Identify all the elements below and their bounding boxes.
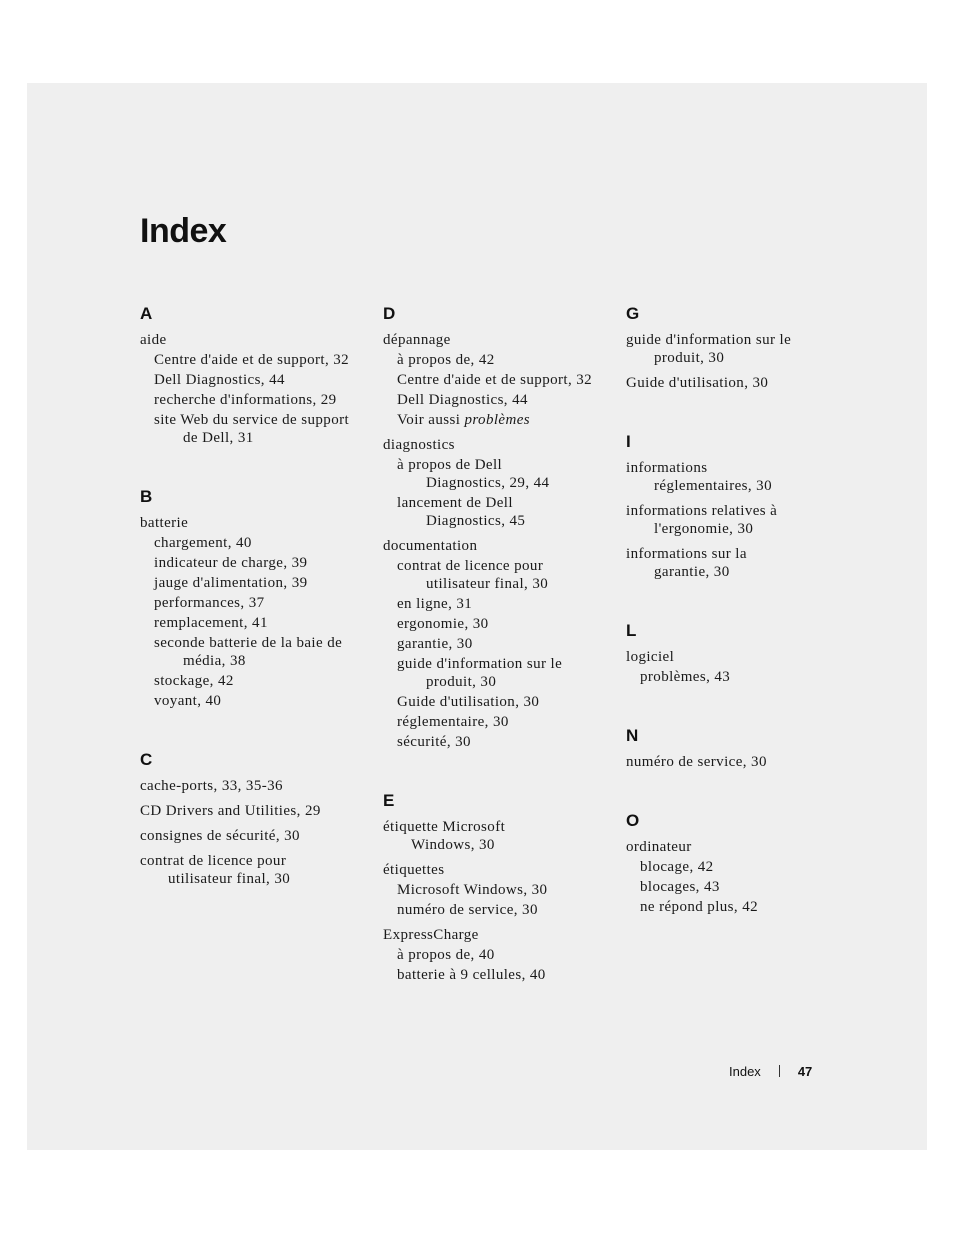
index-entry bbox=[383, 861, 615, 920]
index-entry bbox=[626, 459, 826, 496]
footer-divider bbox=[779, 1065, 780, 1077]
index-term: CD Drivers and Utilities, 29 bbox=[140, 803, 321, 819]
index-section bbox=[626, 725, 826, 772]
subentry-text: site Web du service de support bbox=[154, 412, 350, 428]
subentry-text: seconde batterie de la baie de bbox=[154, 635, 343, 651]
index-section bbox=[140, 749, 372, 889]
index-subentry bbox=[383, 456, 615, 475]
subentry-text: numéro de service, 30 bbox=[397, 902, 538, 918]
index-section bbox=[383, 790, 615, 985]
index-subentry bbox=[626, 898, 826, 917]
index-section bbox=[383, 303, 615, 752]
index-entry bbox=[383, 331, 615, 430]
index-entry bbox=[140, 331, 372, 448]
page-title: Index bbox=[140, 212, 227, 250]
subentry-text: réglementaire, 30 bbox=[397, 714, 509, 730]
index-entry bbox=[140, 514, 372, 711]
subentry-text: recherche d'informations, 29 bbox=[154, 392, 337, 408]
index-entry bbox=[626, 545, 826, 582]
index-subentry bbox=[383, 693, 615, 712]
index-term: ExpressCharge bbox=[383, 927, 479, 943]
footer-label: Index bbox=[729, 1063, 761, 1079]
section-letter: I bbox=[626, 432, 631, 451]
section-letter: C bbox=[140, 750, 153, 769]
subentry-italic: problèmes bbox=[464, 412, 531, 428]
subentry-text: indicateur de charge, 39 bbox=[154, 555, 308, 571]
subentry-text: guide d'information sur le bbox=[397, 656, 563, 672]
index-term-continuation: réglementaires, 30 bbox=[654, 478, 772, 494]
subentry-text: Voir aussi bbox=[397, 412, 465, 428]
index-entry bbox=[626, 648, 826, 687]
index-term: consignes de sécurité, 30 bbox=[140, 828, 300, 844]
index-term: Guide d'utilisation, 30 bbox=[626, 375, 769, 391]
index-subentry bbox=[626, 858, 826, 877]
index-section bbox=[140, 486, 372, 711]
index-subentry bbox=[383, 966, 615, 985]
index-subentry bbox=[626, 878, 826, 897]
index-entry bbox=[383, 818, 615, 855]
index-term-continuation: utilisateur final, 30 bbox=[168, 871, 291, 887]
section-letter: E bbox=[383, 791, 395, 810]
subentry-text: stockage, 42 bbox=[154, 673, 234, 689]
index-subentry bbox=[383, 351, 615, 370]
index-column-2 bbox=[383, 303, 615, 1023]
subentry-text: garantie, 30 bbox=[397, 636, 473, 652]
index-column-3 bbox=[626, 303, 826, 955]
section-letter: N bbox=[626, 726, 639, 745]
subentry-text: Centre d'aide et de support, 32 bbox=[397, 372, 593, 388]
index-column-1 bbox=[140, 303, 372, 927]
index-entry bbox=[626, 374, 826, 393]
index-subentry bbox=[383, 655, 615, 674]
index-term: étiquettes bbox=[383, 862, 445, 878]
index-entry bbox=[626, 838, 826, 917]
subentry-continuation: média, 38 bbox=[183, 653, 246, 669]
subentry-continuation: Diagnostics, 29, 44 bbox=[426, 475, 550, 491]
index-term: dépannage bbox=[383, 332, 451, 348]
section-letter: A bbox=[140, 304, 153, 323]
subentry-text: batterie à 9 cellules, 40 bbox=[397, 967, 546, 983]
subentry-text: contrat de licence pour bbox=[397, 558, 544, 574]
index-subentry bbox=[383, 901, 615, 920]
section-letter: B bbox=[140, 487, 153, 506]
section-letter: O bbox=[626, 811, 640, 830]
index-entry bbox=[383, 537, 615, 752]
index-term: batterie bbox=[140, 515, 189, 531]
index-subentry bbox=[383, 411, 615, 430]
index-subentry bbox=[383, 713, 615, 732]
index-subentry bbox=[140, 534, 372, 553]
index-subentry bbox=[383, 371, 615, 390]
index-subentry bbox=[140, 614, 372, 633]
subentry-text: à propos de Dell bbox=[397, 457, 503, 473]
subentry-text: problèmes, 43 bbox=[640, 669, 731, 685]
subentry-text: Guide d'utilisation, 30 bbox=[397, 694, 540, 710]
index-subentry bbox=[140, 574, 372, 593]
index-subentry bbox=[140, 634, 372, 653]
index-term-continuation: produit, 30 bbox=[654, 350, 725, 366]
index-section bbox=[140, 303, 372, 448]
index-subentry bbox=[140, 554, 372, 573]
subentry-text: Dell Diagnostics, 44 bbox=[397, 392, 528, 408]
index-entry bbox=[140, 852, 372, 889]
index-section bbox=[626, 431, 826, 582]
subentry-continuation: de Dell, 31 bbox=[183, 430, 254, 446]
index-term: guide d'information sur le bbox=[626, 332, 792, 348]
index-entry bbox=[140, 827, 372, 846]
index-subentry bbox=[383, 557, 615, 576]
subentry-text: remplacement, 41 bbox=[154, 615, 268, 631]
page-footer bbox=[729, 1062, 812, 1080]
subentry-text: à propos de, 40 bbox=[397, 947, 495, 963]
index-term-continuation: garantie, 30 bbox=[654, 564, 730, 580]
subentry-text: Centre d'aide et de support, 32 bbox=[154, 352, 350, 368]
subentry-text: blocage, 42 bbox=[640, 859, 714, 875]
index-subentry bbox=[140, 371, 372, 390]
index-term: contrat de licence pour bbox=[140, 853, 287, 869]
index-term: étiquette Microsoft bbox=[383, 819, 506, 835]
index-subentry bbox=[626, 668, 826, 687]
subentry-text: blocages, 43 bbox=[640, 879, 720, 895]
index-term: numéro de service, 30 bbox=[626, 754, 767, 770]
subentry-text: jauge d'alimentation, 39 bbox=[154, 575, 308, 591]
index-subentry bbox=[140, 692, 372, 711]
index-entry bbox=[626, 753, 826, 772]
index-subentry bbox=[383, 881, 615, 900]
subentry-text: voyant, 40 bbox=[154, 693, 222, 709]
index-subentry bbox=[140, 672, 372, 691]
section-letter: G bbox=[626, 304, 640, 323]
index-term: aide bbox=[140, 332, 167, 348]
index-section bbox=[626, 303, 826, 393]
index-entry bbox=[140, 802, 372, 821]
subentry-text: lancement de Dell bbox=[397, 495, 513, 511]
index-term-continuation: Windows, 30 bbox=[411, 837, 495, 853]
index-subentry bbox=[383, 391, 615, 410]
index-subentry bbox=[383, 494, 615, 513]
index-entry bbox=[140, 777, 372, 796]
subentry-text: chargement, 40 bbox=[154, 535, 252, 551]
index-term: documentation bbox=[383, 538, 478, 554]
index-subentry bbox=[383, 635, 615, 654]
index-term: ordinateur bbox=[626, 839, 692, 855]
index-entry bbox=[383, 926, 615, 985]
index-subentry bbox=[383, 733, 615, 752]
index-term-continuation: l'ergonomie, 30 bbox=[654, 521, 754, 537]
index-subentry bbox=[383, 946, 615, 965]
index-subentry bbox=[383, 595, 615, 614]
index-subentry bbox=[140, 391, 372, 410]
page-number: 47 bbox=[797, 1063, 813, 1079]
index-term: diagnostics bbox=[383, 437, 455, 453]
index-section bbox=[626, 620, 826, 687]
index-term: cache-ports, 33, 35-36 bbox=[140, 778, 283, 794]
index-section bbox=[626, 810, 826, 917]
subentry-text: ne répond plus, 42 bbox=[640, 899, 759, 915]
section-letter: L bbox=[626, 621, 637, 640]
index-term: logiciel bbox=[626, 649, 675, 665]
subentry-text: sécurité, 30 bbox=[397, 734, 471, 750]
index-term: informations relatives à bbox=[626, 503, 778, 519]
index-entry bbox=[626, 331, 826, 368]
index-subentry bbox=[383, 615, 615, 634]
index-term: informations sur la bbox=[626, 546, 747, 562]
index-subentry bbox=[140, 411, 372, 430]
index-subentry bbox=[140, 594, 372, 613]
subentry-text: performances, 37 bbox=[154, 595, 265, 611]
subentry-text: Dell Diagnostics, 44 bbox=[154, 372, 285, 388]
index-subentry bbox=[140, 351, 372, 370]
subentry-text: en ligne, 31 bbox=[397, 596, 473, 612]
section-letter: D bbox=[383, 304, 396, 323]
subentry-text: ergonomie, 30 bbox=[397, 616, 489, 632]
index-entry bbox=[626, 502, 826, 539]
subentry-continuation: produit, 30 bbox=[426, 674, 497, 690]
subentry-continuation: Diagnostics, 45 bbox=[426, 513, 526, 529]
subentry-text: à propos de, 42 bbox=[397, 352, 495, 368]
subentry-text: Microsoft Windows, 30 bbox=[397, 882, 548, 898]
subentry-continuation: utilisateur final, 30 bbox=[426, 576, 549, 592]
index-term: informations bbox=[626, 460, 708, 476]
index-entry bbox=[383, 436, 615, 531]
